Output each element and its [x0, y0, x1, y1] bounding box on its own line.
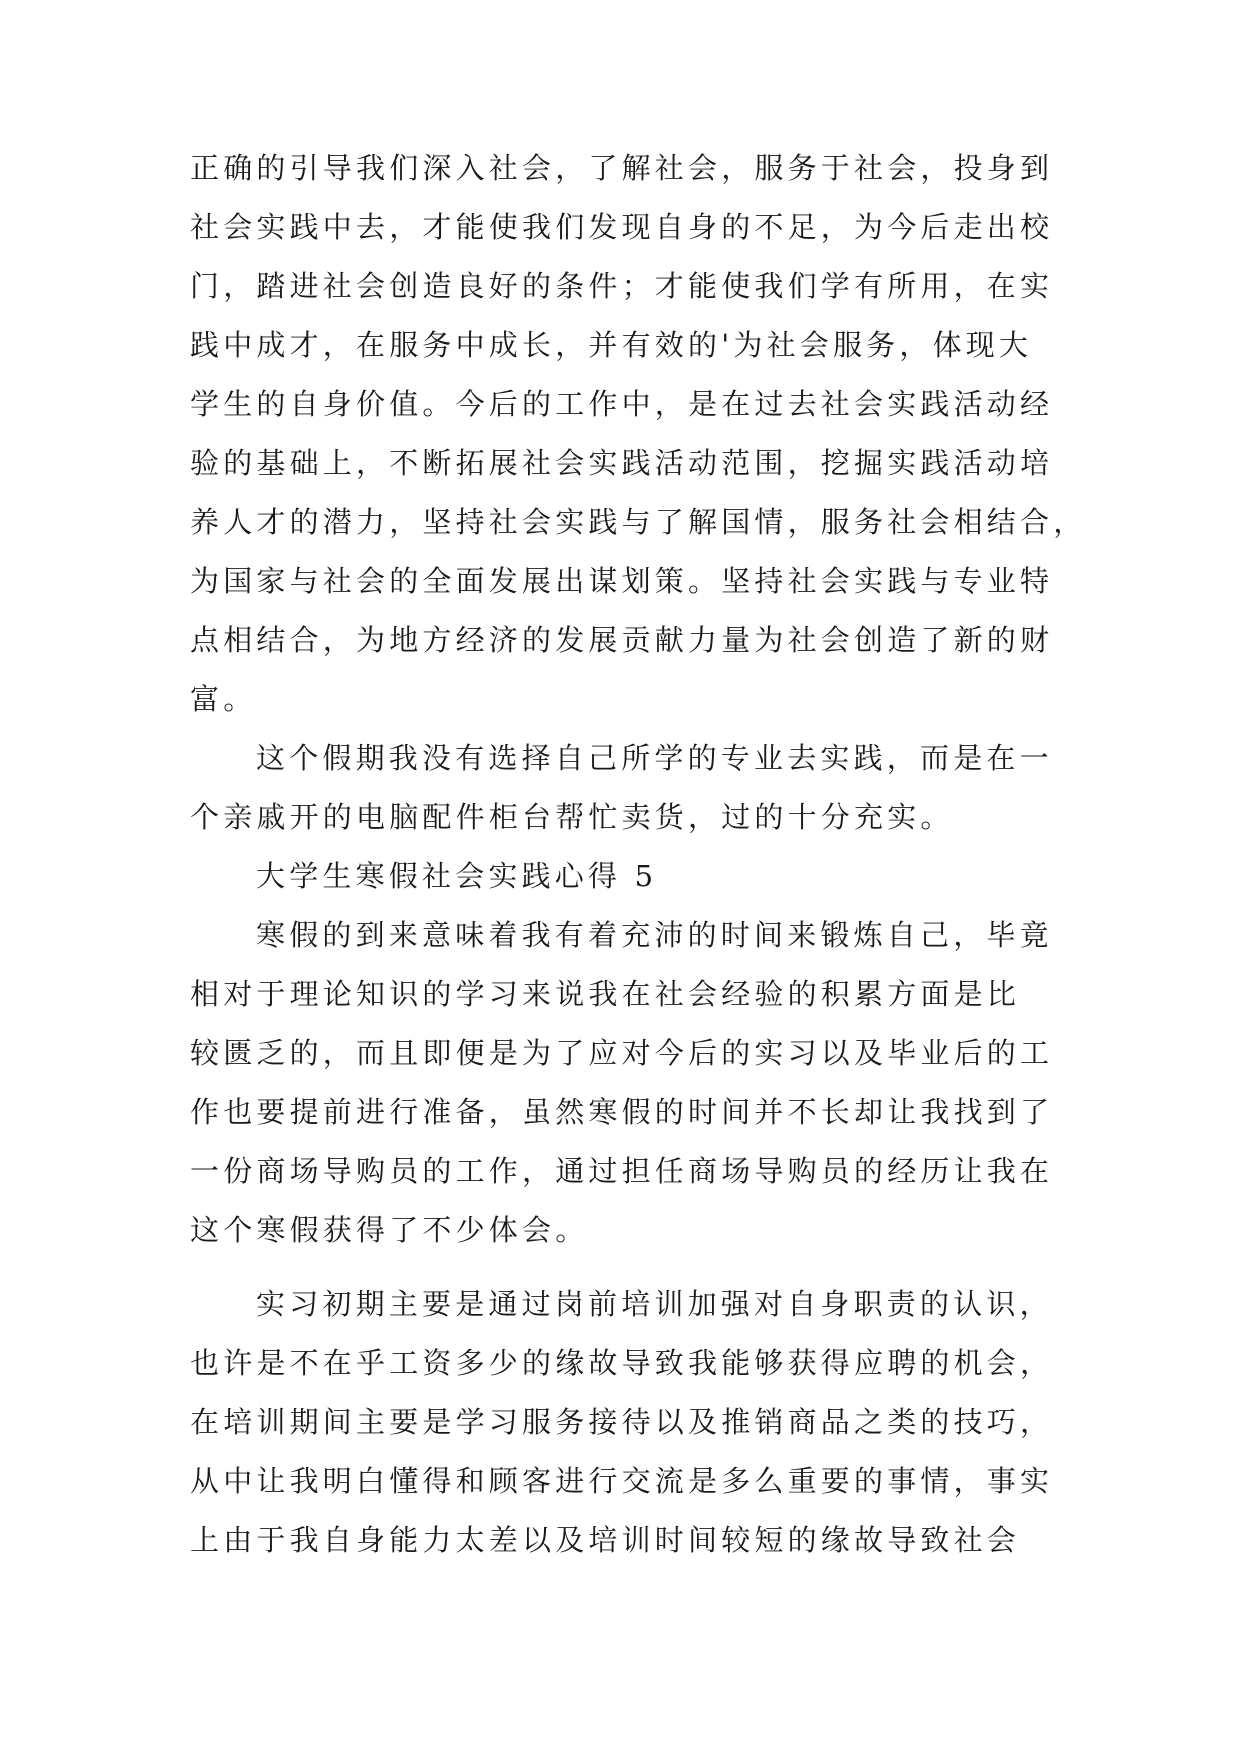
text-line: 养人才的潜力，坚持社会实践与了解国情，服务社会相结合， — [190, 505, 1087, 539]
text-line: 社会实践中去，才能使我们发现自身的不足，为今后走出校 — [190, 210, 1054, 244]
text-line: 从中让我明白懂得和顾客进行交流是多么重要的事情，事实 — [190, 1464, 1054, 1498]
paragraph-start-line: 实习初期主要是通过岗前培训加强对自身职责的认识， — [256, 1287, 1053, 1321]
text-line: 践中成才，在服务中成长，并有效的'为社会服务，体现大 — [190, 328, 1033, 362]
paragraph-start-line: 这个假期我没有选择自己所学的专业去实践，而是在一 — [256, 741, 1053, 775]
text-line: 门，踏进社会创造良好的条件；才能使我们学有所用，在实 — [190, 269, 1054, 303]
text-line: 个亲戚开的电脑配件柜台帮忙卖货，过的十分充实。 — [190, 800, 954, 834]
text-line: 作也要提前进行准备，虽然寒假的时间并不长却让我找到了 — [190, 1095, 1054, 1129]
text-line: 这个寒假获得了不少体会。 — [190, 1213, 589, 1247]
text-line: 点相结合，为地方经济的发展贡献力量为社会创造了新的财 — [190, 623, 1054, 657]
text-line: 也许是不在乎工资多少的缘故导致我能够获得应聘的机会， — [190, 1346, 1054, 1380]
paragraph-start-line: 寒假的到来意味着我有着充沛的时间来锻炼自己，毕竟 — [256, 918, 1053, 952]
text-line: 正确的引导我们深入社会，了解社会，服务于社会，投身到 — [190, 151, 1054, 185]
text-line: 为国家与社会的全面发展出谋划策。坚持社会实践与专业特 — [190, 564, 1054, 598]
text-line: 验的基础上，不断拓展社会实践活动范围，挖掘实践活动培 — [190, 446, 1054, 480]
text-line: 上由于我自身能力太差以及培训时间较短的缘故导致社会 — [190, 1523, 1021, 1557]
text-line: 学生的自身价值。今后的工作中，是在过去社会实践活动经 — [190, 387, 1054, 421]
text-line: 一份商场导购员的工作，通过担任商场导购员的经历让我在 — [190, 1154, 1054, 1188]
text-line: 较匮乏的，而且即便是为了应对今后的实习以及毕业后的工 — [190, 1036, 1054, 1070]
section-heading: 大学生寒假社会实践心得 5 — [256, 859, 658, 893]
text-line: 在培训期间主要是学习服务接待以及推销商品之类的技巧， — [190, 1405, 1054, 1439]
text-line: 富。 — [190, 682, 257, 716]
text-line: 相对于理论知识的学习来说我在社会经验的积累方面是比 — [190, 977, 1021, 1011]
